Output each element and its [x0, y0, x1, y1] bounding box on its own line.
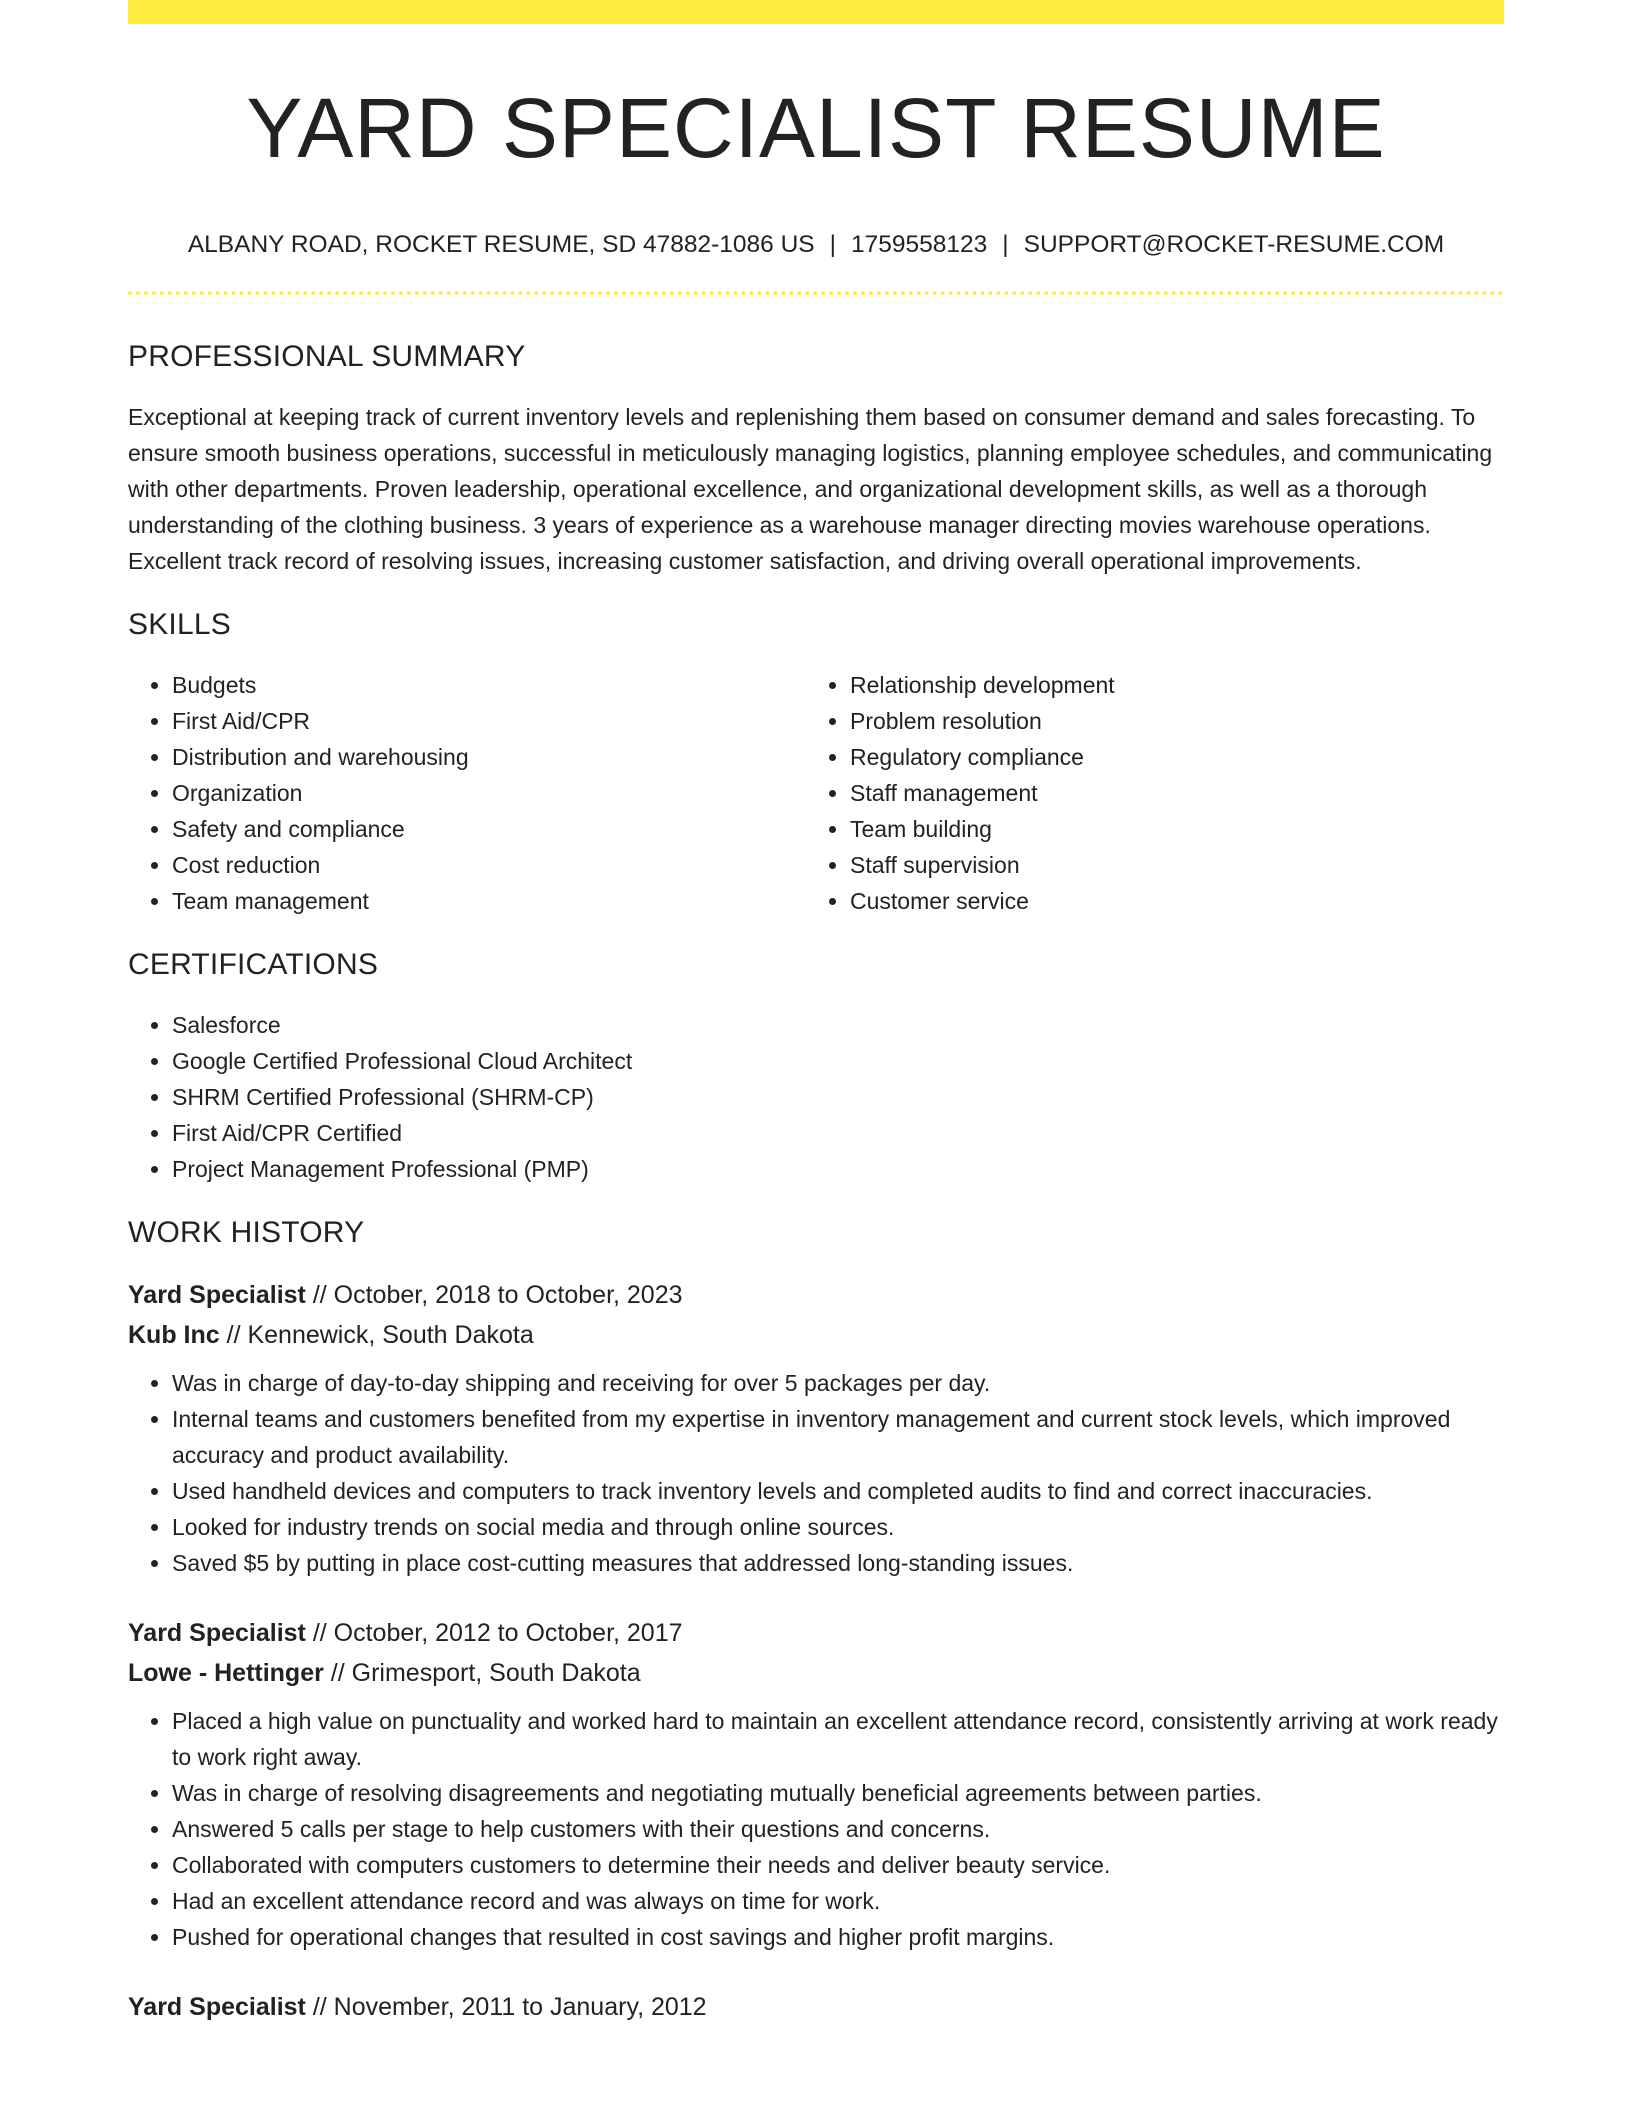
page-title: YARD SPECIALIST RESUME: [246, 81, 1386, 175]
job-title: Yard Specialist: [128, 1281, 306, 1310]
job-bullet: • Internal teams and customers benefited from my expertise in inventory management and current stock levels, which improved accuracy and product availability.: [172, 1401, 1504, 1473]
contact-separator: |: [1002, 231, 1009, 258]
job-company-line: [128, 1315, 1504, 1355]
job-bullet: • Had an excellent attendance record and was always on time for work.: [172, 1883, 1504, 1919]
job-title-line: [128, 1613, 1504, 1653]
skill-item: • Safety and compliance: [172, 811, 806, 847]
skill-item: • Staff supervision: [850, 847, 1484, 883]
skill-item: • Organization: [172, 775, 806, 811]
work-history-heading: WORK HISTORY: [128, 1216, 365, 1250]
job-entry: [128, 1275, 1504, 1581]
skill-item: • Staff management: [850, 775, 1484, 811]
job-title: Yard Specialist: [128, 1619, 306, 1648]
job-bullet: • Answered 5 calls per stage to help customers with their questions and concerns.: [172, 1811, 1504, 1847]
skill-item: • First Aid/CPR: [172, 703, 806, 739]
contact-email[interactable]: SUPPORT@ROCKET-RESUME.COM: [1023, 231, 1445, 258]
job-dates: // October, 2018 to October, 2023: [312, 1281, 683, 1310]
skills-heading: SKILLS: [128, 608, 231, 642]
job-location: // Kennewick, South Dakota: [226, 1321, 534, 1350]
job-bullet: • Used handheld devices and computers to track inventory levels and completed audits to find and correct inaccuracies.: [172, 1473, 1504, 1509]
skills-left-list: [128, 667, 806, 919]
skill-item: • Budgets: [172, 667, 806, 703]
job-bullet: • Looked for industry trends on social media and through online sources.: [172, 1509, 1504, 1545]
certification-item: • Google Certified Professional Cloud Architect: [172, 1043, 1504, 1079]
skill-item: • Problem resolution: [850, 703, 1484, 739]
certification-item: • Salesforce: [172, 1007, 1504, 1043]
job-dates: // October, 2012 to October, 2017: [312, 1619, 683, 1648]
job-bullet: • Was in charge of day-to-day shipping and receiving for over 5 packages per day.: [172, 1365, 1504, 1401]
job-company: Kub Inc: [128, 1321, 220, 1350]
job-title-line: [128, 1987, 1504, 2027]
contact-separator: |: [829, 231, 836, 258]
accent-top-bar: [128, 0, 1504, 24]
job-entry: [128, 1987, 1504, 2027]
resume-page: [128, 0, 1504, 2027]
job-bullet: • Pushed for operational changes that resulted in cost savings and higher profit margins.: [172, 1919, 1504, 1955]
certifications-list: [128, 1007, 1504, 1187]
skill-item: • Regulatory compliance: [850, 739, 1484, 775]
job-entry: [128, 1613, 1504, 1955]
job-bullet-list: [128, 1703, 1504, 1955]
job-bullet: • Placed a high value on punctuality and worked hard to maintain an excellent attendance record, consistently arriving at work ready to work right away.: [172, 1703, 1504, 1775]
certification-item: • SHRM Certified Professional (SHRM-CP): [172, 1079, 1504, 1115]
skills-right-list: [806, 667, 1484, 919]
job-bullet-list: [128, 1365, 1504, 1581]
dotted-divider: [128, 291, 1504, 295]
summary-text: Exceptional at keeping track of current inventory levels and replenishing them based on consumer demand and sales forecasting. To ensure smooth business operations, successful in meticulously managing logistics, planning employee schedules, and communicating with other departments. Proven leadership, operational excellence, and organizational development skills, as well as a thorough understanding of the clothing business. 3 years of experience as a warehouse manager directing movies warehouse operations. Excellent track record of resolving issues, increasing customer satisfaction, and driving overall operational improvements.: [128, 404, 1493, 575]
skills-grid: [128, 667, 1504, 919]
skill-item: • Cost reduction: [172, 847, 806, 883]
job-bullet: • Saved $5 by putting in place cost-cutting measures that addressed long-standing issues.: [172, 1545, 1504, 1581]
job-bullet: • Collaborated with computers customers to determine their needs and deliver beauty service.: [172, 1847, 1504, 1883]
job-dates: // November, 2011 to January, 2012: [312, 1993, 707, 2022]
contact-phone: 1759558123: [851, 231, 988, 258]
contact-address: ALBANY ROAD, ROCKET RESUME, SD 47882-1086 US: [187, 231, 815, 258]
job-title: Yard Specialist: [128, 1993, 306, 2022]
job-company: Lowe - Hettinger: [128, 1659, 324, 1688]
certification-item: • First Aid/CPR Certified: [172, 1115, 1504, 1151]
skill-item: • Customer service: [850, 883, 1484, 919]
summary-heading: PROFESSIONAL SUMMARY: [128, 340, 526, 374]
job-title-line: [128, 1275, 1504, 1315]
skill-item: • Relationship development: [850, 667, 1484, 703]
skill-item: • Team management: [172, 883, 806, 919]
job-bullet: • Was in charge of resolving disagreements and negotiating mutually beneficial agreements between parties.: [172, 1775, 1504, 1811]
skill-item: • Team building: [850, 811, 1484, 847]
job-company-line: [128, 1653, 1504, 1693]
contact-line: [128, 230, 1504, 259]
certifications-heading: CERTIFICATIONS: [128, 948, 379, 982]
job-location: // Grimesport, South Dakota: [330, 1659, 641, 1688]
skill-item: • Distribution and warehousing: [172, 739, 806, 775]
certification-item: • Project Management Professional (PMP): [172, 1151, 1504, 1187]
